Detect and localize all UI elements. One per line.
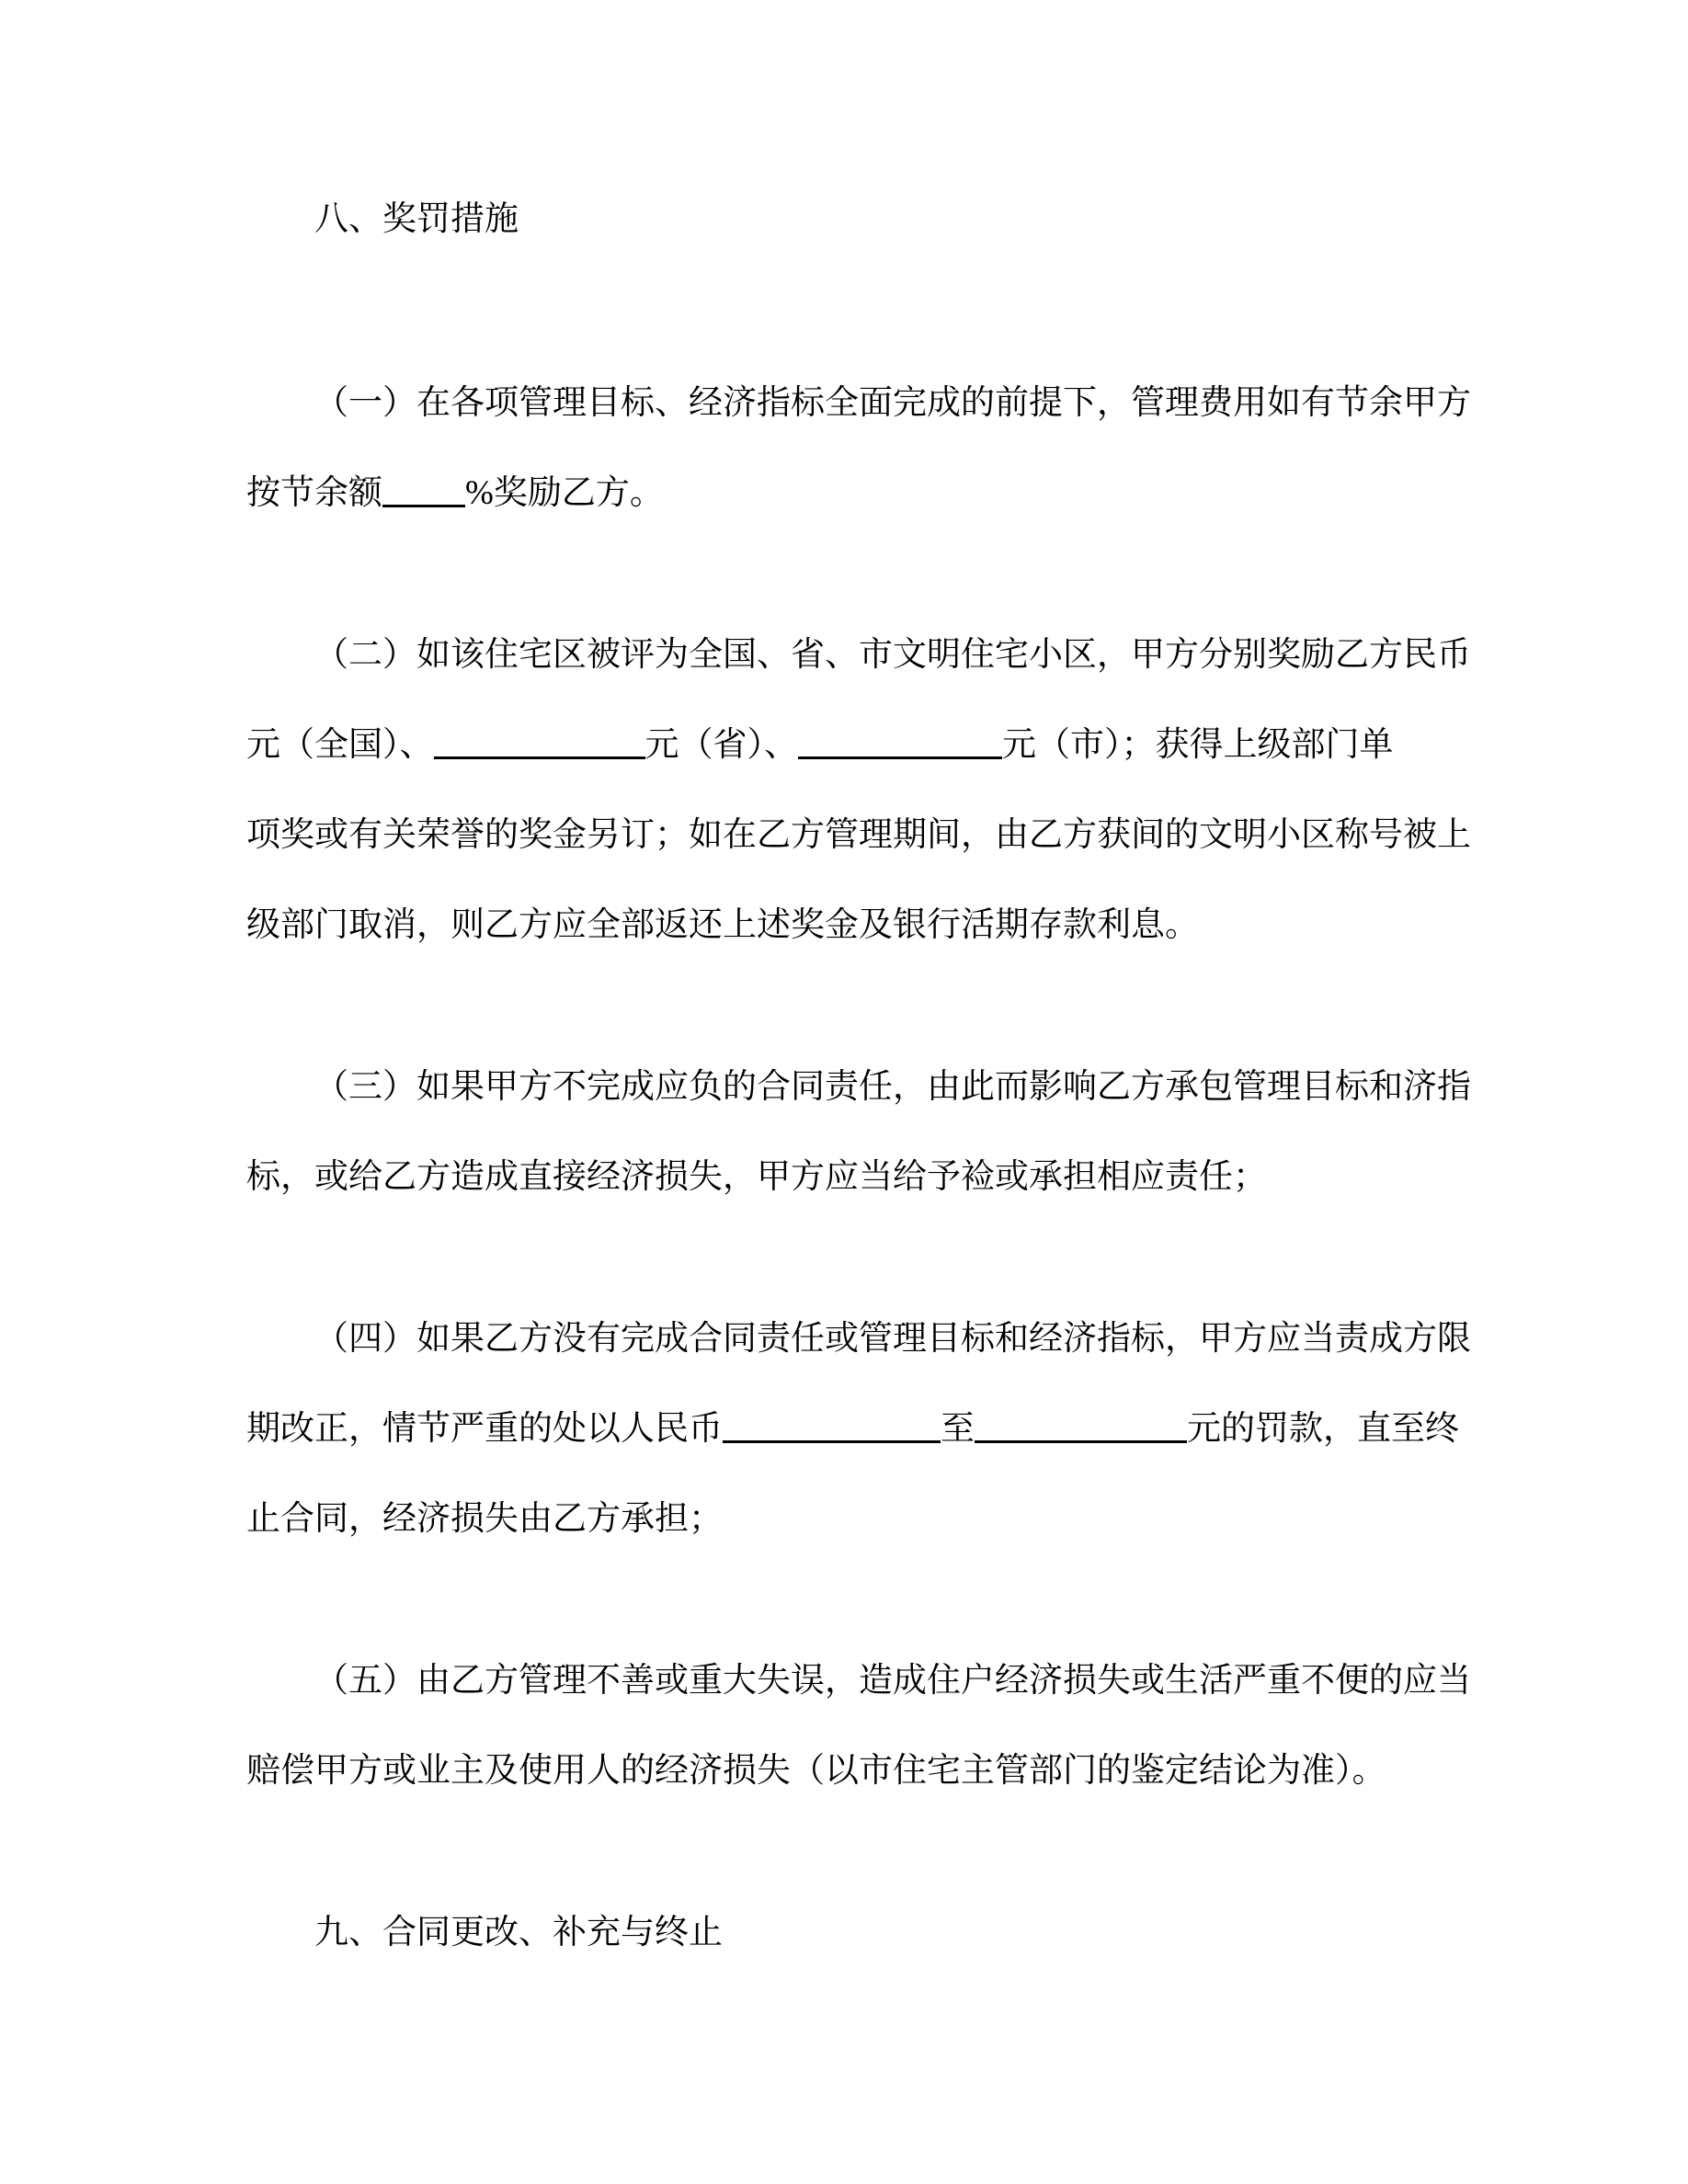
- text-segment: 项奖或有关荣誉的奖金另订；如在乙方管理期间，由乙方获间的文明小区称号被上: [246, 816, 1471, 854]
- text-line: [246, 1294, 1471, 1384]
- text-segment: 元的罚款，直至终: [1187, 1410, 1459, 1448]
- clause-8-2: [246, 610, 1471, 971]
- fill-in-blank: [798, 756, 1002, 759]
- text-segment: 元（省）、: [644, 726, 798, 764]
- text-segment: 止合同，经济损失由乙方承担；: [246, 1500, 723, 1538]
- fill-in-blank: [975, 1440, 1187, 1443]
- fill-in-blank: [382, 505, 465, 507]
- text-line: [246, 881, 1467, 971]
- text-line: [246, 1474, 1467, 1564]
- fill-in-blank: [723, 1440, 941, 1443]
- text-segment: （四）如果乙方没有完成合同责任或管理目标和经济指标，甲方应当责成方限: [314, 1320, 1471, 1358]
- text-segment: 元（全国）、: [246, 726, 434, 764]
- text-segment: 标，或给乙方造成直接经济损失，甲方应当给予裣或承担相应责任；: [246, 1158, 1267, 1196]
- text-segment: 八、奖罚措施: [314, 200, 519, 238]
- text-segment: 九、合同更改、补充与终止: [314, 1914, 723, 1951]
- text-segment: （二）如该住宅区被评为全国、省、市文明住宅小区，甲方分别奖励乙方民币: [314, 636, 1471, 674]
- text-line: [246, 791, 1471, 881]
- text-line: [246, 1636, 1471, 1726]
- text-line: [246, 1726, 1467, 1816]
- heading-line: [246, 175, 1467, 265]
- text-line: [246, 610, 1471, 700]
- text-line: [246, 358, 1471, 449]
- text-segment: （一）在各项管理目标、经济指标全面完成的前提下，管理费用如有节余甲方: [314, 384, 1471, 422]
- text-segment: %奖励乙方。: [465, 474, 664, 512]
- section-8-heading: [246, 175, 1467, 265]
- heading-line: [246, 1888, 1467, 1978]
- text-line: [246, 1042, 1471, 1132]
- text-segment: （三）如果甲方不完成应负的合同责任，由此而影响乙方承包管理目标和济指: [314, 1068, 1471, 1106]
- text-segment: 按节余额: [246, 474, 382, 512]
- text-segment: 元（市）；获得上级部门单: [1002, 726, 1394, 764]
- clause-8-4: [246, 1294, 1471, 1564]
- text-segment: 至: [941, 1410, 975, 1448]
- clause-8-3: [246, 1042, 1471, 1223]
- section-9-heading: [246, 1888, 1467, 1978]
- fill-in-blank: [434, 756, 645, 759]
- text-segment: 级部门取消，则乙方应全部返还上述奖金及银行活期存款利息。: [246, 906, 1199, 944]
- text-line: [246, 1384, 1467, 1474]
- text-segment: 期改正，情节严重的处以人民币: [246, 1410, 723, 1448]
- text-line: [246, 1132, 1467, 1223]
- text-segment: 赔偿甲方或业主及使用人的经济损失（以市住宅主管部门的鉴定结论为准）。: [246, 1752, 1386, 1790]
- text-line: [246, 700, 1467, 791]
- text-line: [246, 449, 1467, 539]
- clause-8-1: [246, 358, 1471, 539]
- text-segment: （五）由乙方管理不善或重大失误，造成住户经济损失或生活严重不便的应当: [314, 1662, 1471, 1700]
- clause-8-5: [246, 1636, 1471, 1816]
